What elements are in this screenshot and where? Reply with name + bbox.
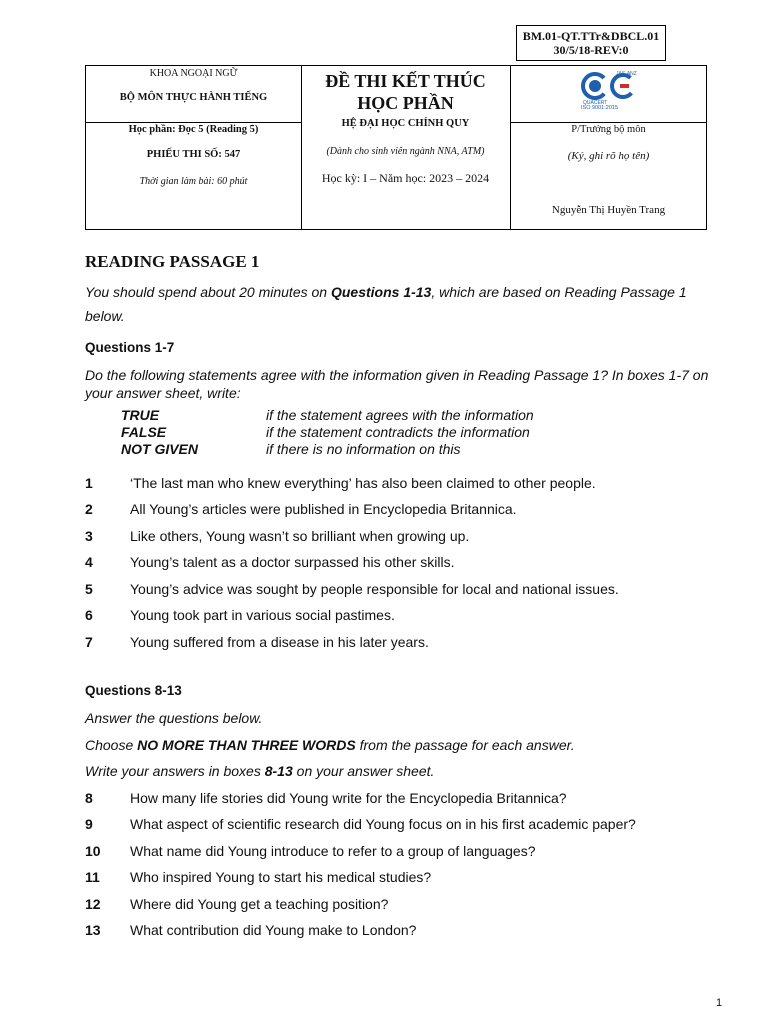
- certification-logo: [579, 69, 641, 109]
- passage-title: READING PASSAGE 1: [85, 252, 260, 271]
- exam-duration: Thời gian làm bài: 60 phút: [139, 176, 248, 187]
- semester-info: Học kỳ: I – Năm học: 2023 – 2024: [321, 171, 490, 185]
- exam-title: [301, 70, 510, 114]
- department-name: BỘ MÔN THỰC HÀNH TIẾNG: [119, 92, 268, 103]
- form-code-box: [516, 25, 666, 61]
- form-code-line2: 30/5/18-REV:0: [553, 43, 629, 57]
- section-2-heading: Questions 8-13: [85, 683, 182, 698]
- logo-iso-text: ISO 9001:2015: [581, 105, 619, 109]
- exam-header-table: [85, 65, 707, 230]
- exam-title-line2: HỌC PHẦN: [357, 93, 454, 113]
- exam-title-line1: ĐỀ THI KẾT THÚC: [325, 71, 486, 91]
- page-number: 1: [716, 997, 723, 1009]
- form-code-line1: BM.01-QT.TTr&DBCL.01: [522, 29, 660, 43]
- signature-note: (Ký, ghi rõ họ tên): [567, 150, 650, 162]
- exam-sheet-number: PHIẾU THI SỐ: 547: [146, 149, 241, 160]
- section-2-instruction-3: Write your answers in boxes 8-13 on your answer sheet.: [85, 763, 435, 779]
- head-of-department-name: Nguyễn Thị Huyền Trang: [551, 204, 666, 216]
- section-1-heading: Questions 1-7: [85, 340, 175, 355]
- program-name: HỆ ĐẠI HỌC CHÍNH QUY: [341, 118, 470, 129]
- faculty-name: KHOA NGOẠI NGỮ: [149, 68, 238, 79]
- head-of-department-title: P/Trưởng bộ môn: [571, 124, 646, 135]
- target-students: (Dành cho sinh viên ngành NNA, ATM): [326, 146, 485, 157]
- legend-not-given: NOT GIVEN if there is no information on this: [121, 441, 461, 457]
- section-2-instruction-1: Answer the questions below.: [85, 710, 263, 726]
- logo-right-text: JAS-ANZ: [616, 71, 637, 77]
- section-1-instructions: Do the following statements agree with the information given in Reading Passage 1? In boxes 1-7 on your answer sheet, write:: [85, 367, 709, 401]
- course-name: Học phần: Đọc 5 (Reading 5): [128, 124, 259, 135]
- legend-true: TRUE if the statement agrees with the information: [121, 407, 534, 423]
- section-2-instruction-2: Choose NO MORE THAN THREE WORDS from the passage for each answer.: [85, 737, 575, 753]
- passage-instructions: You should spend about 20 minutes on Questions 1-13, which are based on Reading Passage 1 below.: [85, 284, 687, 324]
- legend-false: FALSE if the statement contradicts the information: [121, 424, 530, 440]
- logo-left-text: QUACERT: [583, 100, 608, 106]
